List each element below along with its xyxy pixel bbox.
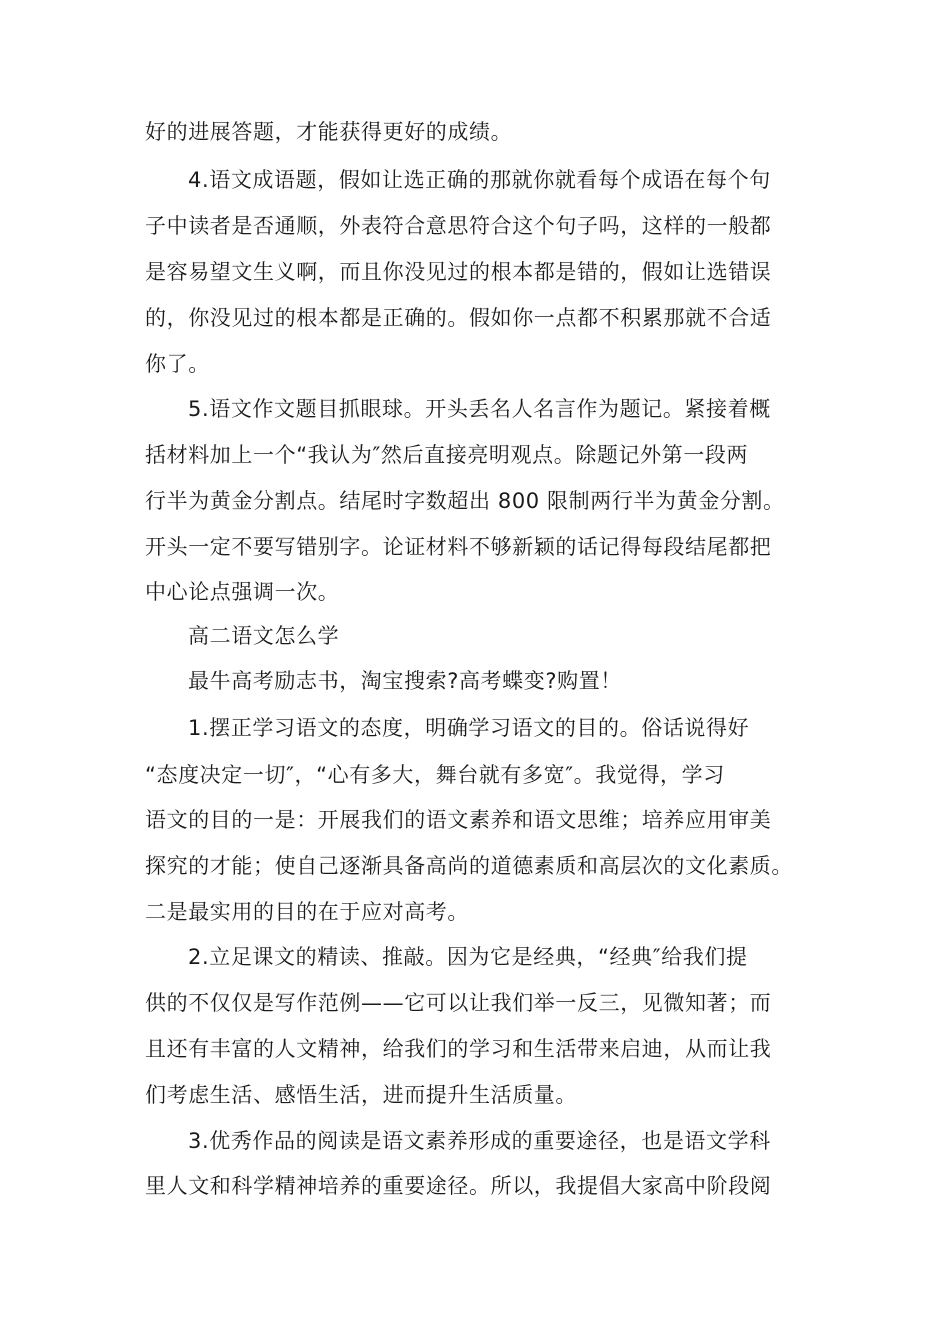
text-line: 2.立足课文的精读、推敲。因为它是经典，“经典″给我们提 bbox=[188, 945, 748, 969]
section-heading: 高二语文怎么学 bbox=[188, 624, 340, 648]
text-line: 是容易望文生义啊，而且你没见过的根本都是错的，假如让选错误 bbox=[145, 260, 772, 284]
text-line: 行半为黄金分割点。结尾时字数超出 800 限制两行半为黄金分割。 bbox=[145, 489, 785, 513]
text-line: 子中读者是否通顺，外表符合意思符合这个句子吗，这样的一般都 bbox=[145, 214, 772, 238]
text-line: 4.语文成语题，假如让选正确的那就你就看每个成语在每个句 bbox=[188, 168, 771, 192]
text-line: 探究的才能；使自己逐渐具备高尚的道德素质和高层次的文化素质。 bbox=[145, 854, 793, 878]
text-line: 们考虑生活、感悟生活，进而提升生活质量。 bbox=[145, 1083, 577, 1107]
text-line: 你了。 bbox=[145, 352, 210, 376]
text-line: “态度决定一切″，“心有多大，舞台就有多宽″。我觉得，学习 bbox=[145, 763, 725, 787]
text-line: 1.摆正学习语文的态度，明确学习语文的目的。俗话说得好 bbox=[188, 716, 750, 740]
text-line: 里人文和科学精神培养的重要途径。所以，我提倡大家高中阶段阅 bbox=[145, 1174, 772, 1198]
text-line: 5.语文作文题目抓眼球。开头丢名人名言作为题记。紧接着概 bbox=[188, 397, 771, 421]
text-line: 二是最实用的目的在于应对高考。 bbox=[145, 900, 469, 924]
text-line: 且还有丰富的人文精神，给我们的学习和生活带来启迪，从而让我 bbox=[145, 1037, 772, 1061]
text-line: 最牛高考励志书，淘宝搜索?高考蝶变?购置！ bbox=[188, 669, 622, 693]
text-line: 语文的目的一是：开展我们的语文素养和语文思维；培养应用审美 bbox=[145, 808, 772, 832]
text-line: 好的进展答题，才能获得更好的成绩。 bbox=[145, 120, 513, 144]
text-line: 开头一定不要写错别字。论证材料不够新颖的话记得每段结尾都把 bbox=[145, 535, 772, 559]
text-line: 3.优秀作品的阅读是语文素养形成的重要途径，也是语文学科 bbox=[188, 1129, 771, 1153]
text-line: 供的不仅仅是写作范例——它可以让我们举一反三，见微知著；而 bbox=[145, 991, 772, 1015]
text-line: 的，你没见过的根本都是正确的。假如你一点都不积累那就不合适 bbox=[145, 306, 772, 330]
text-line: 括材料加上一个“我认为″然后直接亮明观点。除题记外第一段两 bbox=[145, 443, 749, 467]
text-line: 中心论点强调一次。 bbox=[145, 580, 340, 604]
